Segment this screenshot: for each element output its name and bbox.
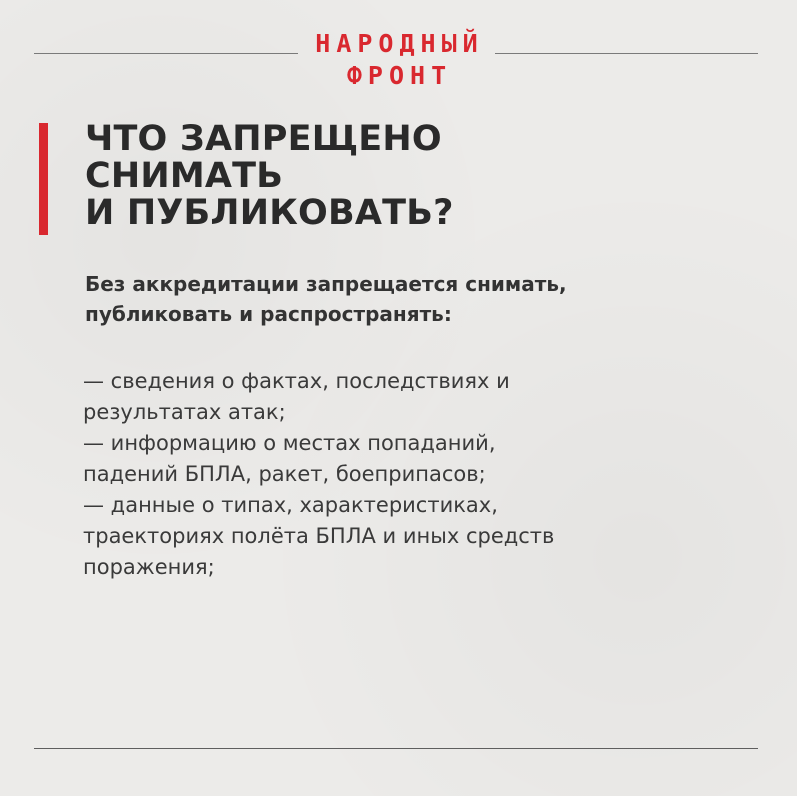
list-line: результатах атак; — [83, 400, 286, 424]
page-title — [85, 121, 454, 232]
header-divider-left — [34, 53, 298, 54]
list-line: поражения; — [83, 555, 215, 579]
title-line-3: И ПУБЛИКОВАТЬ? — [85, 193, 454, 233]
logo-line-1: НАРОДНЫЙ — [315, 29, 484, 58]
title-accent-bar — [39, 123, 48, 235]
title-line-2: СНИМАТЬ — [85, 156, 284, 196]
list-line: — информацию о местах попаданий, — [83, 431, 496, 455]
prohibited-list — [83, 366, 554, 583]
list-line: — данные о типах, характеристиках, — [83, 493, 498, 517]
list-line: падений БПЛА, ракет, боеприпасов; — [83, 462, 486, 486]
logo-line-2: ФРОНТ — [346, 61, 453, 90]
lead-line-2: публиковать и распространять: — [85, 302, 452, 326]
header-divider-right — [495, 53, 758, 54]
title-line-1: ЧТО ЗАПРЕЩЕНО — [85, 119, 442, 159]
list-line: — сведения о фактах, последствиях и — [83, 369, 510, 393]
list-line: траекториях полёта БПЛА и иных средств — [83, 524, 555, 548]
lead-line-1: Без аккредитации запрещается снимать, — [85, 272, 567, 296]
footer-divider — [34, 748, 758, 749]
lead-text — [85, 269, 567, 329]
logo — [298, 28, 495, 92]
